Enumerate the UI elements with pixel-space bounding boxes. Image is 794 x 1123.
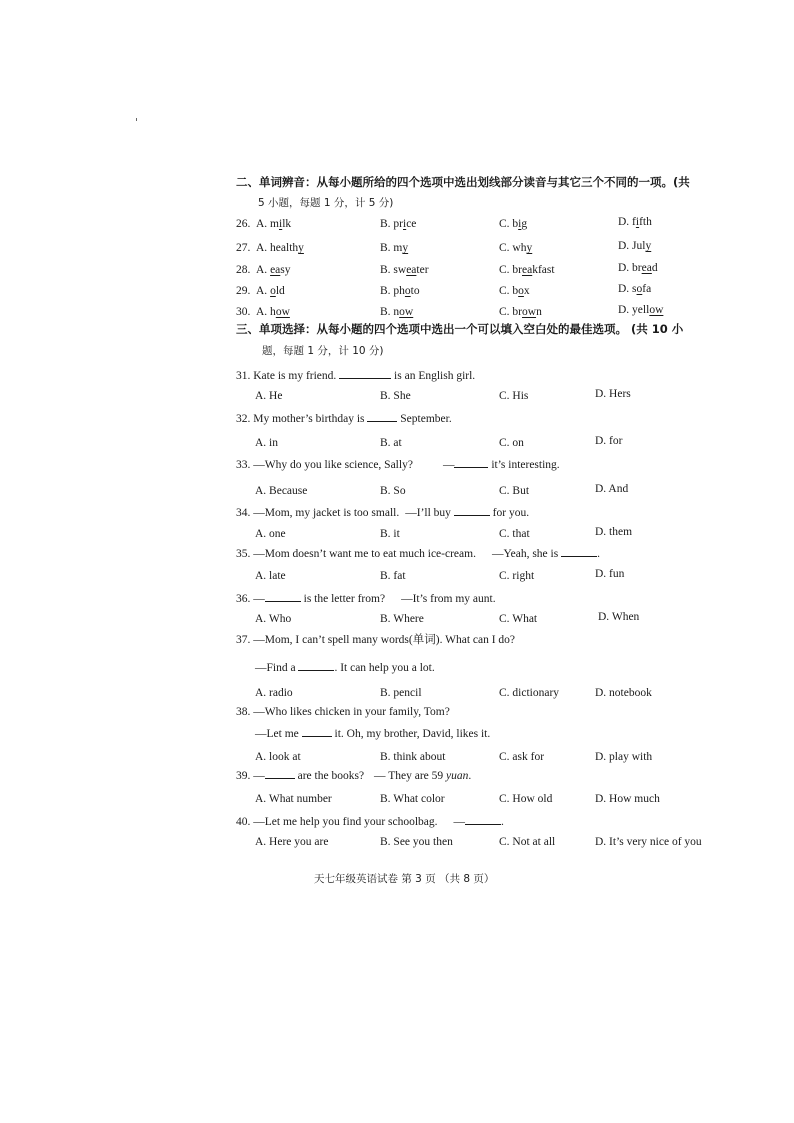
option-text: ld <box>275 285 285 297</box>
option-text: C. wh <box>499 242 527 254</box>
option-d: D. It’s very nice of you <box>595 836 702 848</box>
option-text: d <box>651 262 658 274</box>
option-c: C. But <box>499 485 530 497</box>
question-stem <box>236 814 504 829</box>
option-a: A. Because <box>255 485 308 497</box>
underlined-letters: ow <box>522 306 537 318</box>
stem-text: for you. <box>489 507 530 519</box>
option-text: g <box>521 218 528 230</box>
stem-text: — <box>453 816 466 828</box>
stem-text: 34. —Mom, my jacket is too small. <box>236 507 400 519</box>
option-c: C. How old <box>499 793 553 805</box>
stem-text: 32. My mother’s birthday is <box>236 413 368 425</box>
underlined-letters: ow <box>649 304 664 316</box>
option-text: B. ph <box>380 285 405 297</box>
stem-text: —Find a <box>255 662 299 674</box>
question-stem <box>236 546 600 561</box>
option-c: C. right <box>499 570 535 582</box>
option-c <box>499 241 532 255</box>
option-a <box>256 217 291 231</box>
answer-blank <box>465 814 501 825</box>
option-d: D. them <box>595 526 633 538</box>
option-b: B. at <box>380 437 402 449</box>
stem-text: 36. — <box>236 593 265 605</box>
option-b: B. What color <box>380 793 445 805</box>
option-d <box>618 282 651 296</box>
question-stem <box>236 411 452 426</box>
option-text: fth <box>639 216 652 228</box>
question-number: 28. <box>236 264 251 276</box>
stem-text: is the letter from? <box>300 593 386 605</box>
option-b: B. it <box>380 528 400 540</box>
option-text: D. yell <box>618 304 650 316</box>
underlined-letters: i <box>635 216 640 228</box>
option-a: A. one <box>255 528 286 540</box>
option-c: C. dictionary <box>499 687 560 699</box>
option-d: D. When <box>598 611 640 623</box>
question-stem <box>236 505 529 520</box>
option-b: B. pencil <box>380 687 422 699</box>
underlined-letters: ow <box>275 306 290 318</box>
question-number: 29. <box>236 285 251 297</box>
option-d: D. fun <box>595 568 625 580</box>
option-b: B. She <box>380 390 411 402</box>
option-text: B. sw <box>380 264 407 276</box>
stem-text: —I’ll buy <box>405 507 454 519</box>
question-number: 30. <box>236 306 251 318</box>
option-d: D. How much <box>595 793 660 805</box>
option-text: B. pr <box>380 218 403 230</box>
option-c: C. ask for <box>499 751 545 763</box>
stem-text: . <box>468 770 472 782</box>
option-c <box>499 217 527 231</box>
underlined-letters: ea <box>522 264 533 276</box>
question-number: 27. <box>236 242 251 254</box>
option-a <box>256 284 285 298</box>
option-a: A. in <box>255 437 278 449</box>
underlined-letters: ow <box>399 306 414 318</box>
stem-text: September. <box>397 413 452 425</box>
underlined-letters: i <box>518 218 522 230</box>
option-c: C. on <box>499 437 524 449</box>
option-b <box>380 263 429 277</box>
underlined-letters: y <box>298 242 304 254</box>
stem-text: . <box>501 816 504 828</box>
question-stem <box>236 768 471 783</box>
option-text: ter <box>416 264 429 276</box>
option-d <box>618 239 651 253</box>
option-text: A. <box>256 285 271 297</box>
stem-text: — They are 59 <box>374 770 447 782</box>
option-text: n <box>536 306 542 318</box>
stem-text: 37. —Mom, I can’t spell many words(单词). What can I do? <box>236 634 516 646</box>
option-d <box>618 303 663 317</box>
question-stem <box>236 457 560 472</box>
answer-blank <box>265 768 295 779</box>
option-c: C. that <box>499 528 530 540</box>
stem-text: 39. — <box>236 770 265 782</box>
option-b: B. Where <box>380 613 424 625</box>
underlined-letters: y <box>526 242 533 254</box>
stem-text: is an English girl. <box>391 370 476 382</box>
stem-text: are the books? <box>294 770 365 782</box>
underlined-letters: ea <box>270 264 281 276</box>
answer-blank <box>298 660 334 671</box>
option-b: B. fat <box>380 570 406 582</box>
stem-text: . It can help you a lot. <box>334 662 435 674</box>
option-a: A. He <box>255 390 283 402</box>
answer-blank <box>265 591 301 602</box>
underlined-letters: i <box>279 218 283 230</box>
option-b: B. So <box>380 485 406 497</box>
option-b: B. think about <box>380 751 446 763</box>
answer-blank <box>367 411 397 422</box>
question-stem <box>236 633 515 647</box>
option-b <box>380 217 416 231</box>
option-a: A. late <box>255 570 286 582</box>
underlined-letters: ea <box>406 264 417 276</box>
option-text: A. health <box>256 242 299 254</box>
option-text: A. h <box>256 306 276 318</box>
italic-word: yuan <box>446 770 469 782</box>
option-a: A. Who <box>255 613 292 625</box>
option-a <box>256 241 304 255</box>
stem-text: . <box>597 548 600 560</box>
question-stem <box>236 591 496 606</box>
option-d: D. And <box>595 483 629 495</box>
underlined-letters: ea <box>641 262 652 274</box>
option-a: A. Here you are <box>255 836 329 848</box>
option-c: C. Not at all <box>499 836 556 848</box>
underlined-letters: o <box>404 285 411 297</box>
option-text: D. s <box>618 283 637 295</box>
option-a <box>256 263 291 277</box>
question-stem <box>236 368 475 383</box>
option-b <box>380 241 408 255</box>
stem-text: 38. —Who likes chicken in your family, Tom? <box>236 706 450 718</box>
option-a: A. look at <box>255 751 301 763</box>
option-a <box>256 305 290 319</box>
option-c <box>499 284 530 298</box>
option-text: D. br <box>618 262 642 274</box>
stem-text: — <box>442 459 455 471</box>
option-text: C. br <box>499 264 522 276</box>
stem-text: it’s interesting. <box>488 459 560 471</box>
answer-blank <box>339 368 391 379</box>
stem-text: 40. —Let me help you find your schoolbag. <box>236 816 438 828</box>
option-text: sy <box>280 264 291 276</box>
stem-text: it. Oh, my brother, David, likes it. <box>331 728 491 740</box>
stem-text: 35. —Mom doesn’t want me to eat much ice-cream. <box>236 548 476 560</box>
option-text: kfast <box>532 264 555 276</box>
option-b <box>380 305 413 319</box>
option-d <box>618 261 658 275</box>
option-text: A. m <box>256 218 279 230</box>
underlined-letters: y <box>645 240 652 252</box>
question-stem <box>236 705 450 719</box>
option-text: lk <box>282 218 292 230</box>
scan-speck <box>136 118 137 121</box>
option-d: D. play with <box>595 751 653 763</box>
option-c <box>499 263 555 277</box>
underlined-letters: i <box>403 218 407 230</box>
answer-blank <box>454 505 490 516</box>
option-text: D. f <box>618 216 636 228</box>
page-footer: 天七年级英语试卷 第 3 页 （共 8 页） <box>314 873 495 885</box>
section3-title-cont: 题，每题 1 分，计 10 分) <box>262 345 384 357</box>
stem-text: —It’s from my aunt. <box>401 593 496 605</box>
option-c: C. His <box>499 390 529 402</box>
option-text: C. b <box>499 285 519 297</box>
section2-title: 二、单词辨音：从每小题所给的四个选项中选出划线部分读音与其它三个不同的一项。(共 <box>236 175 690 189</box>
question-stem-line <box>255 726 490 741</box>
underlined-letters: o <box>636 283 643 295</box>
option-d: D. for <box>595 435 623 447</box>
section2-title-cont: 5 小题，每题 1 分，计 5 分) <box>258 197 394 209</box>
option-text: C. b <box>499 218 519 230</box>
option-text: x <box>523 285 530 297</box>
stem-text: 33. —Why do you like science, Sally? <box>236 459 413 471</box>
option-text: D. Jul <box>618 240 646 252</box>
option-a: A. radio <box>255 687 293 699</box>
option-text: B. n <box>380 306 400 318</box>
option-text: to <box>410 285 420 297</box>
option-b: B. See you then <box>380 836 453 848</box>
option-text: B. m <box>380 242 403 254</box>
question-stem-line <box>255 660 435 675</box>
stem-text: 31. Kate is my friend. <box>236 370 340 382</box>
option-text: ce <box>406 218 417 230</box>
option-c <box>499 305 542 319</box>
option-d: D. notebook <box>595 687 652 699</box>
option-d: D. Hers <box>595 388 631 400</box>
answer-blank <box>302 726 332 737</box>
question-number: 26. <box>236 218 251 230</box>
option-b <box>380 284 420 298</box>
option-text: A. <box>256 264 271 276</box>
answer-blank <box>454 457 488 468</box>
section3-title: 三、单项选择：从每小题的四个选项中选出一个可以填入空白处的最佳选项。 (共 10 小 <box>236 322 684 336</box>
option-text: fa <box>642 283 652 295</box>
option-c: C. What <box>499 613 538 625</box>
option-text: C. br <box>499 306 522 318</box>
underlined-letters: o <box>270 285 276 297</box>
option-d <box>618 215 652 229</box>
answer-blank <box>561 546 597 557</box>
stem-text: —Yeah, she is <box>491 548 562 560</box>
stem-text: —Let me <box>255 728 302 740</box>
option-a: A. What number <box>255 793 332 805</box>
underlined-letters: o <box>518 285 524 297</box>
underlined-letters: y <box>402 242 409 254</box>
